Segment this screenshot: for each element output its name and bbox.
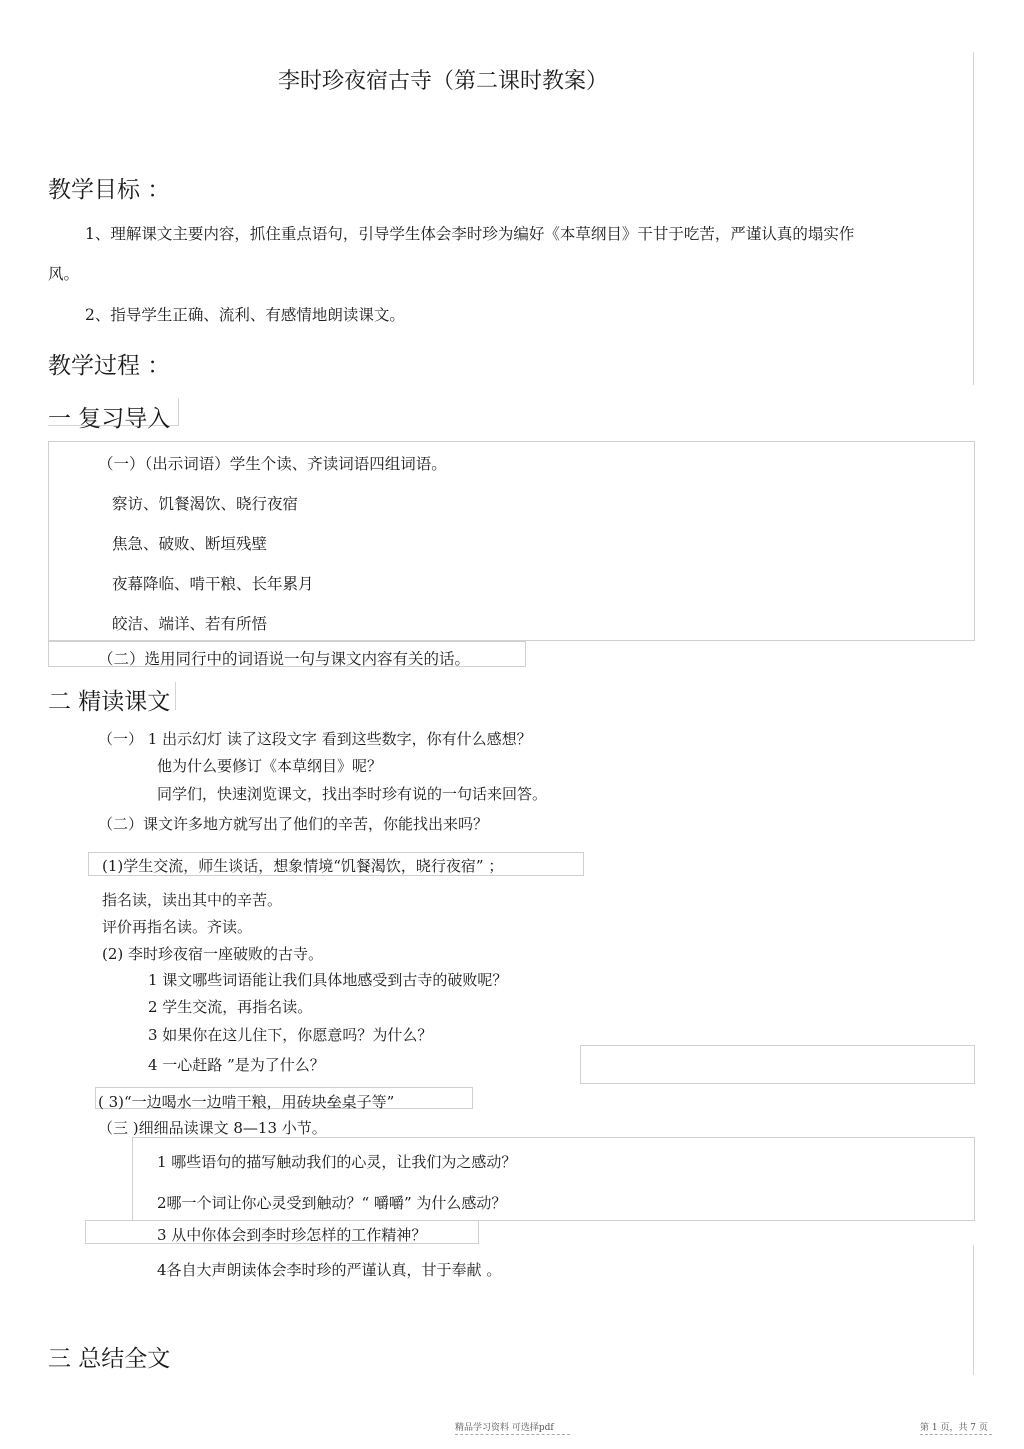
section2-b: （二）课文许多地方就写出了他们的辛苦，你能找出来吗？: [98, 815, 489, 833]
q4-frame: [580, 1045, 975, 1084]
section1-paragraph-2: （二）选用同行中的词语说一句与课文内容有关的话。: [98, 650, 471, 668]
footer-dashed-line: [455, 1434, 570, 1435]
section2-d2: 2哪一个词让你心灵受到触动？“ 嚼嚼” 为什么感动？: [157, 1194, 507, 1212]
section2-a3: 同学们，快速浏览课文，找出李时珍有说的一句话来回答。: [157, 785, 548, 803]
word-group-4: 皎洁、端详、若有所悟: [112, 615, 268, 633]
section2-a1: （一） 1 出示幻灯 读了这段文字 看到这些数字，你有什么感想？: [98, 730, 532, 748]
footer-left: 精品学习资料 可选择pdf: [455, 1423, 554, 1433]
question-3: 3 如果你在这儿住下，你愿意吗？为什么？: [148, 1026, 433, 1044]
question-2: 2 学生交流，再指名读。: [148, 998, 313, 1016]
section3-heading: 三 总结全文: [48, 1346, 171, 1372]
objective-item-2: 2、指导学生正确、流利、有感情地朗读课文。: [85, 306, 405, 324]
question-1: 1 课文哪些词语能让我们具体地感受到古寺的破败呢？: [148, 971, 508, 989]
word-group-1: 察访、饥餐渴饮、晓行夜宿: [112, 495, 299, 513]
section1-heading: 一 复习导入: [48, 406, 171, 432]
process-heading: 教学过程 ：: [48, 353, 171, 379]
section2-d: （三 )细细品读课文 8—13 小节。: [98, 1119, 327, 1137]
section1-tick: [178, 398, 179, 426]
question-4: 4 一心赶路 ”是为了什么？: [148, 1056, 325, 1074]
page-title: 李时珍夜宿古寺（第二课时教案）: [278, 69, 609, 94]
section2-d4: 4各自大声朗读体会李时珍的严谨认真，甘于奉献 。: [157, 1261, 502, 1279]
section2-d3: 3 从中你体会到李时珍怎样的工作精神？: [157, 1226, 427, 1244]
section2-c5: ( 3)“一边喝水一边啃干粮，用砖块垒桌子等”: [98, 1093, 395, 1111]
word-group-3: 夜幕降临、啃干粮、长年累月: [112, 575, 314, 593]
objective-item-1-line-2: 风。: [48, 265, 80, 283]
footer-page-number: 第 1 页，共 7 页: [920, 1423, 988, 1433]
footer-dashed-line-right: [920, 1434, 992, 1435]
right-margin-line: [973, 52, 974, 385]
section2-c1: (1)学生交流，师生谈话，想象情境“饥餐渴饮，晓行夜宿” ；: [102, 857, 504, 875]
section1-paragraph-1: （一）（出示词语）学生个读、齐读词语四组词语。: [98, 455, 447, 473]
section2-c4: (2) 李时珍夜宿一座破败的古寺。: [102, 945, 324, 963]
section2-a2: 他为什么要修订《本草纲目》呢？: [157, 757, 383, 775]
section2-d1: 1 哪些语句的描写触动我们的心灵，让我们为之感动？: [157, 1153, 517, 1171]
section2-heading: 二 精读课文: [48, 689, 171, 715]
objective-item-1-line-1: 1、理解课文主要内容，抓住重点语句，引导学生体会李时珍为编好《本草纲目》干甘于吃苦，严谨认真的塌实作: [85, 225, 855, 243]
objectives-heading: 教学目标 ：: [48, 177, 171, 203]
section2-c2: 指名读，读出其中的辛苦。: [102, 891, 283, 909]
section2-tick: [175, 682, 176, 710]
section2-c3: 评价再指名读。齐读。: [102, 918, 253, 936]
word-group-2: 焦急、破败、断垣残壁: [112, 535, 268, 553]
right-margin-line-lower: [973, 1245, 974, 1375]
